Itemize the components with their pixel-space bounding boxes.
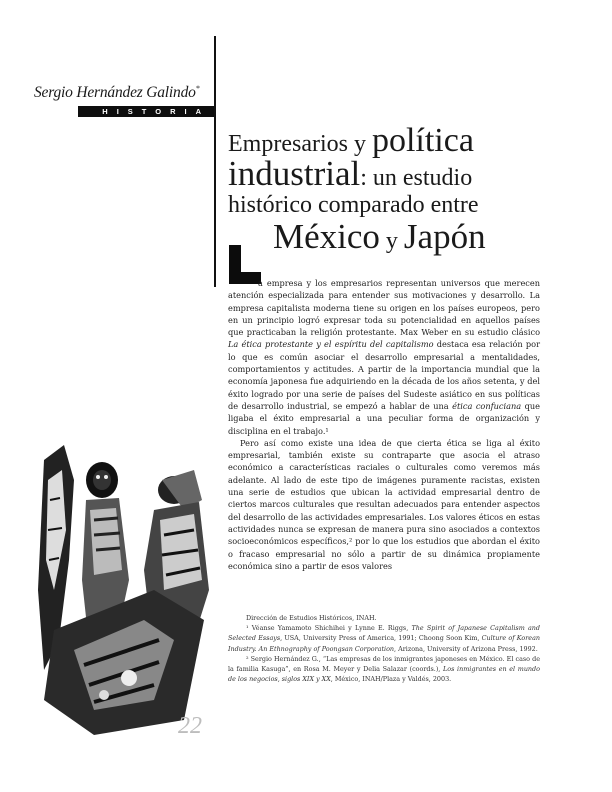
title-part: y: [379, 228, 404, 254]
article-title: [228, 124, 568, 254]
title-part: Japón: [403, 217, 486, 256]
illustration-figures: [34, 440, 216, 740]
title-part: : un estudio: [360, 165, 473, 191]
section-bar: [78, 106, 214, 117]
footnotes: [228, 613, 540, 684]
author-name: Sergio Hernández Galindo*: [34, 84, 200, 102]
page-number: 22: [178, 713, 202, 739]
paragraph: a empresa y los empresarios representan universos que merecen atención especializada para entender sus motivaciones y desarrollo. La empresa capitalista moderna tiene su origen en los países europeos, pero en un principio logró expresar toda su potencialidad en aquellos países que practicaban la religión protestante. Max Weber en su estudio clásico La ética protestante y el espíritu del capitalismo destaca esa relación por lo que es común asociar el desarrollo empresarial a mentalidades, comportamientos y actitudes. A partir de la importancia mundial que la economía japonesa fue adquiriendo en la década de los años setenta, y del éxito logrado por una serie de países del Sudeste asiático en sus políticas de desarrollo industrial, se empezó a hablar de una ética confuciana que ligaba el éxito empresarial a una peculiar forma de organización y disciplina en el trabajo.¹: [228, 278, 541, 436]
footnote-1: ¹ Véanse Yamamoto Shichihei y Lynne E. Riggs, The Spirit of Japanese Capitalism and Selected Essays, USA, University Press of America, 1991; Choong Soon Kim, Culture of Korean Industry. An Ethnography of Poongsan Corporation, Arizona, University of Arizona Press, 1992.: [228, 624, 541, 653]
title-part: México: [273, 217, 380, 256]
section-label: HISTORIA: [102, 107, 210, 116]
title-part: política: [371, 122, 474, 159]
paragraph: Pero así como existe una idea de que cierta ética se liga al éxito empresarial, también existe su contraparte que asocia el atraso económico a características raciales o culturales como veremos más adelante. Al lado de este tipo de imágenes puramente racistas, existen una serie de estudios que ubican la actividad empresarial dentro de ciertos marcos culturales que resultan adecuados para entender aspectos del desarrollo de las actividades empresariales. Los valores éticos en estas actividades nunca se expresan de manera pura sino asociados a contextos socioeconómicos específicos,² por lo que los estudios que abordan el éxito o fracaso empresarial no sólo a partir de su dinámica propiamente económica sino a partir de esos valores: [228, 437, 540, 571]
footnote-2: ² Sergio Hernández G., “Las empresas de los inmigrantes japoneses en México. El caso de la familia Kasuga”, en Rosa M. Meyer y Delia Salazar (coords.), Los inmigrantes en el mundo de los negocios, siglos XIX y XX, México, INAH/Plaza y Valdés, 2003.: [228, 654, 540, 684]
title-part: Empresarios y: [228, 131, 372, 157]
title-part: industrial: [228, 154, 361, 193]
article-body: [228, 277, 540, 572]
footnote-affiliation: Dirección de Estudios Históricos, INAH.: [246, 614, 377, 622]
vertical-rule: [214, 36, 216, 287]
title-part: histórico comparado entre: [228, 192, 479, 218]
